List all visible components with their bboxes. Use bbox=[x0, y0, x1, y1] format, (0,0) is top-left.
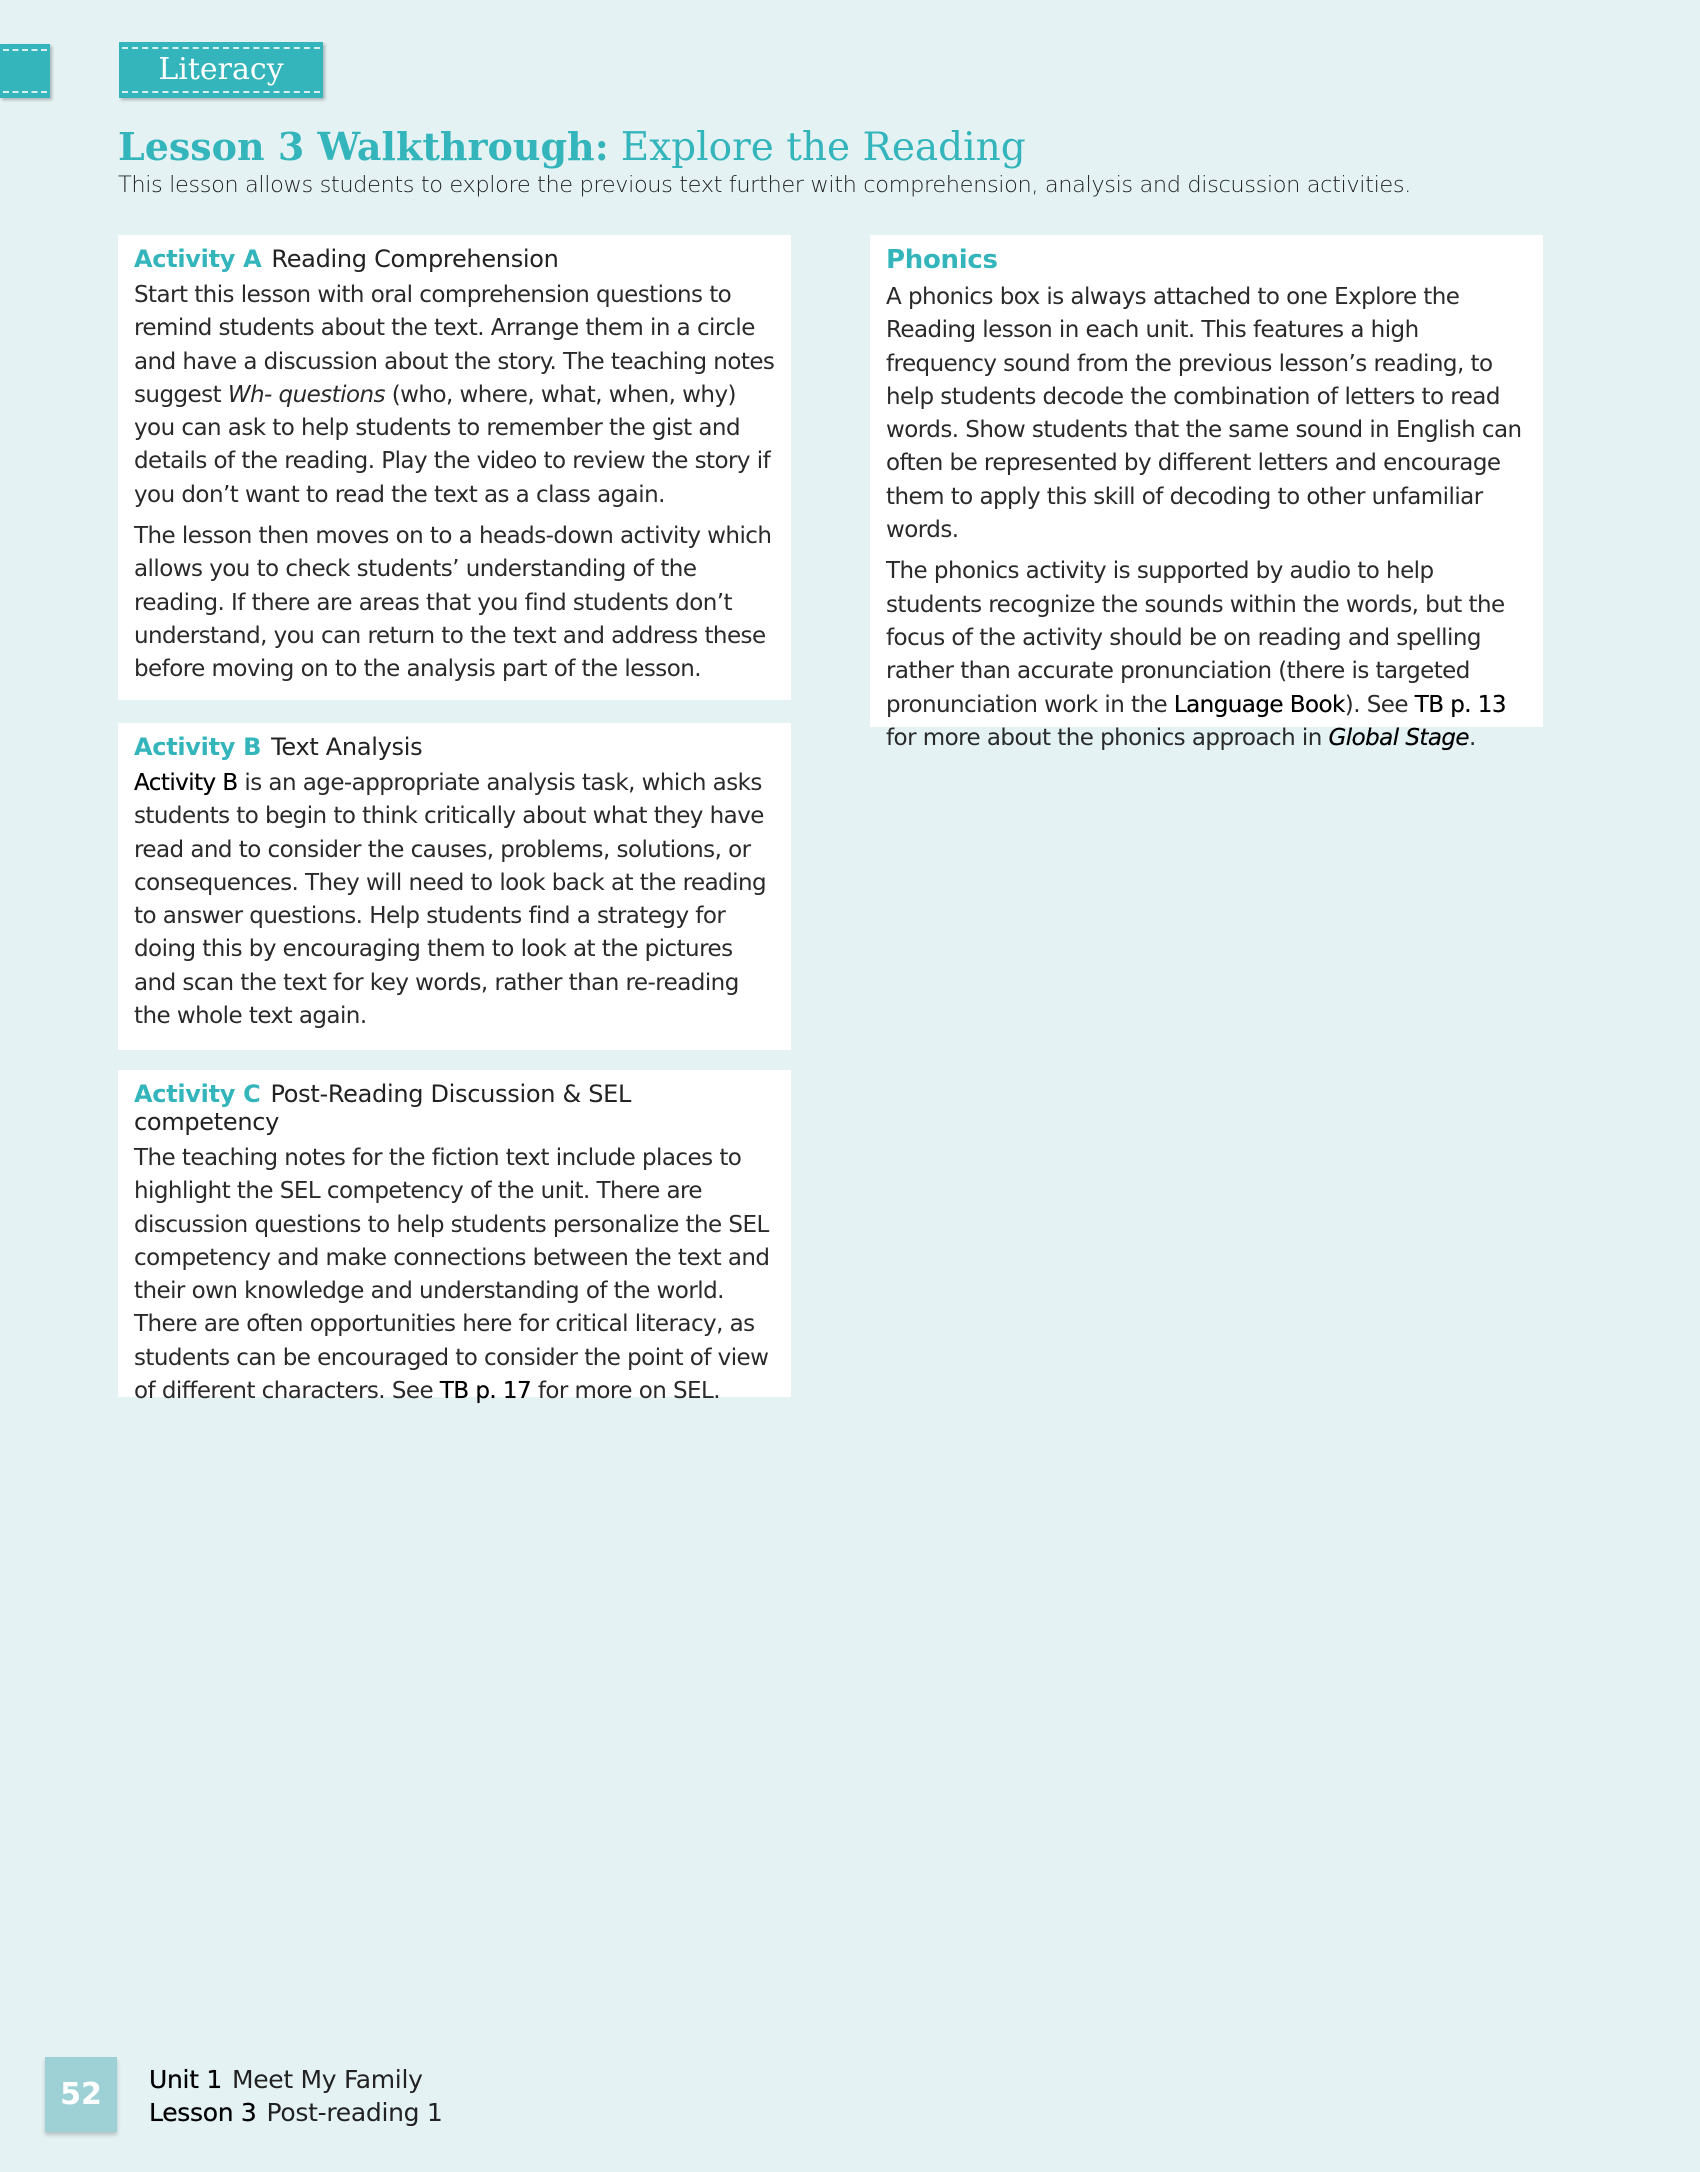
emphasis-text: TB p. 17 bbox=[439, 1378, 532, 1405]
text-run: Start this lesson with oral comprehension questions to remind students about the text. Arrange them in a circle and have a discussion about the story. The teaching notes suggest bbox=[134, 282, 775, 408]
box-heading-key: Activity C bbox=[134, 1080, 261, 1108]
body-paragraph bbox=[134, 520, 775, 686]
unit-label: Unit 1 bbox=[149, 2065, 222, 2094]
box-heading-title: Text Analysis bbox=[271, 733, 423, 761]
title-bold: Lesson 3 Walkthrough: bbox=[118, 124, 609, 169]
body-paragraph bbox=[134, 1142, 775, 1408]
activity-a-box bbox=[118, 235, 791, 700]
page-subtitle: This lesson allows students to explore the previous text further with comprehension, analysis and discussion activities. bbox=[118, 172, 1411, 198]
page-title bbox=[118, 124, 1026, 170]
text-run: for more on SEL. bbox=[531, 1378, 721, 1405]
box-heading-key: Phonics bbox=[886, 245, 998, 275]
emphasis-text: Activity B bbox=[134, 770, 238, 796]
box-heading bbox=[886, 245, 1527, 275]
activity-b-box bbox=[118, 723, 791, 1050]
lesson-label: Lesson 3 bbox=[149, 2098, 257, 2127]
unit-title: Meet My Family bbox=[231, 2065, 423, 2094]
title-light: Explore the Reading bbox=[620, 125, 1026, 170]
body-paragraph bbox=[134, 279, 775, 512]
page-number: 52 bbox=[45, 2057, 117, 2132]
box-heading bbox=[134, 245, 775, 273]
box-heading-title: Reading Comprehension bbox=[271, 245, 559, 273]
text-run: is an age-appropriate analysis task, which asks students to begin to think critically about what they have read and to consider the causes, problems, solutions, or consequences. They will need to look back at the reading to answer questions. Help students find a strategy for doing this by encouraging them to look at the pictures and scan the text for key words, rather than re-reading the whole text again. bbox=[134, 770, 767, 1030]
box-heading bbox=[134, 1080, 775, 1136]
emphasis-text: Language Book bbox=[1173, 691, 1345, 718]
text-run: (who, where, what, when, why) you can ask to help students to remember the gist and details of the reading. Play the video to review the story if you don’t want to read the text as a class again. bbox=[134, 381, 771, 508]
body-paragraph bbox=[134, 767, 775, 1033]
body-paragraph bbox=[886, 281, 1527, 547]
text-run: for more about the phonics approach in bbox=[886, 724, 1329, 751]
box-heading bbox=[134, 733, 775, 761]
text-run: . bbox=[1469, 724, 1476, 751]
text-run: ). See bbox=[1344, 691, 1415, 718]
lesson-title: Post-reading 1 bbox=[266, 2098, 443, 2127]
text-run: The phonics activity is supported by audio to help students recognize the sounds within the words, but the focus of the activity should be on reading and spelling rather than accurate pronunciation (there is targeted pronunciation work in the bbox=[886, 558, 1505, 718]
text-run: The teaching notes for the fiction text include places to highlight the SEL competency of the unit. There are discussion questions to help students personalize the SEL competency and make connections between the text and their own knowledge and understanding of the world. There are often opportunities here for critical literacy, as students can be encouraged to consider the point of view of different characters. See bbox=[134, 1145, 770, 1405]
section-tab-literacy: Literacy bbox=[119, 42, 323, 98]
body-paragraph bbox=[886, 555, 1527, 755]
box-heading-key: Activity A bbox=[134, 245, 262, 273]
emphasis-text: TB p. 13 bbox=[1414, 691, 1506, 718]
text-run: Wh- questions bbox=[227, 381, 385, 408]
box-heading-title: Post-Reading Discussion & SEL competency bbox=[134, 1080, 632, 1136]
phonics-box bbox=[870, 235, 1543, 751]
box-heading-key: Activity B bbox=[134, 733, 262, 761]
activity-c-box bbox=[118, 1070, 791, 1405]
section-tab-edge bbox=[0, 44, 50, 98]
text-run: A phonics box is always attached to one Explore the Reading lesson in each unit. This features a high frequency sound from the previous lesson’s reading, to help students decode the combination of letters to read words. Show students that the same sound in English can often be represented by different letters and encourage them to apply this skill of decoding to other unfamiliar words. bbox=[886, 284, 1522, 544]
footer-info bbox=[149, 2063, 442, 2129]
text-run: The lesson then moves on to a heads-down activity which allows you to check students’ understanding of the reading. If there are areas that you find students don’t understand, you can return to the text and address these before moving on to the analysis part of the lesson. bbox=[134, 523, 772, 683]
emphasis-text: Global Stage bbox=[1328, 724, 1470, 751]
